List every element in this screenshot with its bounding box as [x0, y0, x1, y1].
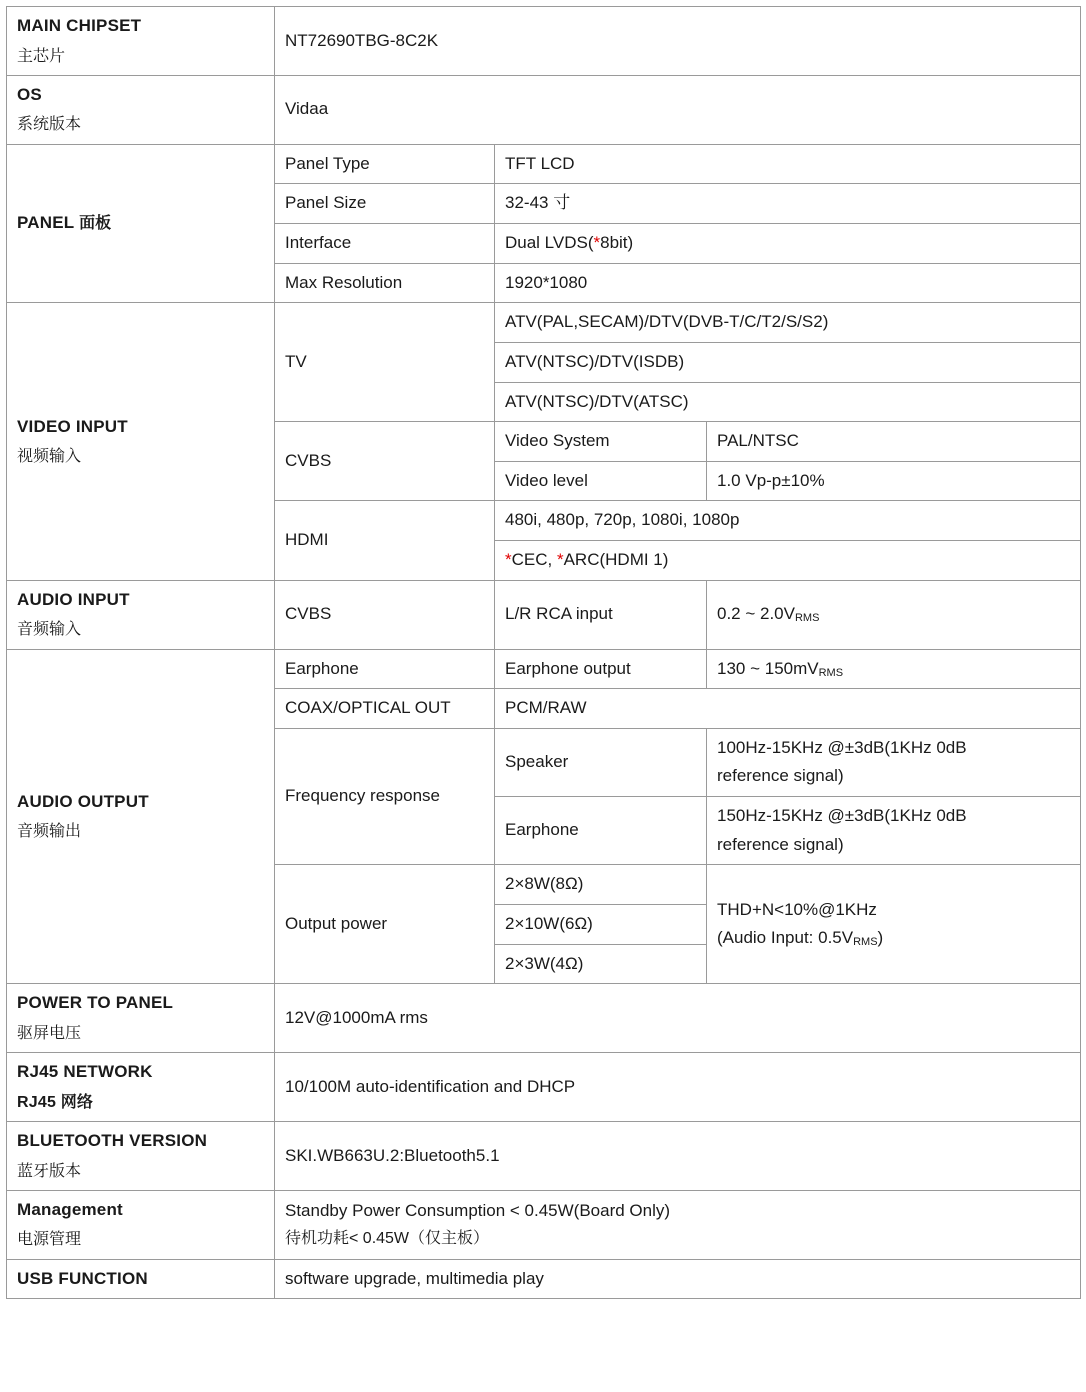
- table-row: [7, 303, 1081, 343]
- value-line-1: 150Hz-15KHz @±3dB(1KHz 0dB: [717, 806, 967, 826]
- hdmi-cec: CEC,: [511, 550, 557, 570]
- output-power-value: 2×8W(8Ω): [495, 865, 707, 905]
- asterisk-marker: *: [505, 550, 512, 570]
- value-os: Vidaa: [275, 75, 1081, 144]
- audio-output-earphone-sub: Earphone output: [495, 649, 707, 689]
- panel-item-value: TFT LCD: [495, 144, 1081, 184]
- audio-input-source: CVBS: [275, 580, 495, 649]
- frequency-response-value: [707, 728, 1081, 796]
- frequency-response-target: Speaker: [495, 728, 707, 796]
- panel-item-value: 1920*1080: [495, 263, 1081, 303]
- panel-item-value: 32-43 寸: [495, 184, 1081, 224]
- output-power-value: 2×10W(6Ω): [495, 905, 707, 945]
- value-subscript: RMS: [818, 666, 844, 679]
- label-en: MAIN CHIPSET: [17, 16, 142, 35]
- label-en: VIDEO INPUT: [17, 416, 128, 436]
- table-row: [7, 7, 1081, 76]
- label-cn: 音频输入: [17, 621, 82, 639]
- row-label-audio-input: [7, 580, 275, 649]
- value-text: 0.2 ~ 2.0V: [717, 604, 795, 624]
- frequency-response-target: Earphone: [495, 797, 707, 865]
- table-row: [7, 984, 1081, 1053]
- cvbs-param-name: Video level: [495, 461, 707, 501]
- label-cn: 面板: [79, 215, 112, 233]
- label-rj45-cn: 网络: [60, 1093, 94, 1111]
- value-prefix: Dual LVDS(: [505, 232, 594, 252]
- note-line-2: [717, 926, 1070, 951]
- label-rj45-prefix: RJ45: [17, 1093, 57, 1111]
- label-en: USB FUNCTION: [17, 1268, 148, 1288]
- value-rj45: 10/100M auto-identification and DHCP: [275, 1053, 1081, 1122]
- cvbs-param-value: 1.0 Vp-p±10%: [707, 461, 1081, 501]
- label-en: AUDIO INPUT: [17, 589, 130, 609]
- audio-input-level: [707, 580, 1081, 649]
- audio-output-coax-value: PCM/RAW: [495, 689, 1081, 729]
- row-label-audio-output: [7, 649, 275, 984]
- tv-standard: ATV(NTSC)/DTV(ATSC): [495, 382, 1081, 422]
- tv-standard: ATV(NTSC)/DTV(ISDB): [495, 342, 1081, 382]
- label-en: RJ45 NETWORK: [17, 1062, 153, 1082]
- audio-output-coax: COAX/OPTICAL OUT: [275, 689, 495, 729]
- value-cn: 待机功耗< 0.45W（仅主板）: [285, 1230, 490, 1248]
- row-label-os: [7, 75, 275, 144]
- panel-item-name: Panel Type: [275, 144, 495, 184]
- table-row: [7, 1121, 1081, 1190]
- video-source-tv: TV: [275, 303, 495, 422]
- label-cn: [17, 1091, 264, 1114]
- panel-item-name: Panel Size: [275, 184, 495, 224]
- tv-standard: ATV(PAL,SECAM)/DTV(DVB-T/C/T2/S/S2): [495, 303, 1081, 343]
- label-cn: 系统版本: [17, 116, 82, 134]
- value-en: Standby Power Consumption < 0.45W(Board Only): [285, 1200, 671, 1220]
- table-row: [7, 1190, 1081, 1259]
- video-source-hdmi: HDMI: [275, 501, 495, 580]
- video-source-cvbs: CVBS: [275, 422, 495, 501]
- label-en: Management: [17, 1199, 123, 1219]
- row-label-power-to-panel: [7, 984, 275, 1053]
- asterisk-marker: *: [593, 232, 601, 252]
- value-subscript: RMS: [794, 612, 820, 625]
- panel-item-name: Interface: [275, 223, 495, 263]
- table-row: [7, 1259, 1081, 1299]
- value-management: [275, 1190, 1081, 1259]
- note-subscript: RMS: [853, 936, 878, 949]
- panel-item-name: Max Resolution: [275, 263, 495, 303]
- row-label-rj45: [7, 1053, 275, 1122]
- row-label-usb-function: [7, 1259, 275, 1299]
- value-main-chipset: NT72690TBG-8C2K: [275, 7, 1081, 76]
- table-row: [7, 580, 1081, 649]
- value-line-1: 100Hz-15KHz @±3dB(1KHz 0dB: [717, 737, 967, 757]
- panel-item-value: [495, 223, 1081, 263]
- value-bluetooth: SKI.WB663U.2:Bluetooth5.1: [275, 1121, 1081, 1190]
- label-cn: 主芯片: [17, 47, 66, 65]
- hdmi-features: [495, 541, 1081, 581]
- audio-output-earphone: Earphone: [275, 649, 495, 689]
- specification-table: [6, 6, 1081, 1299]
- label-en: POWER TO PANEL: [17, 993, 174, 1013]
- frequency-response-value: [707, 797, 1081, 865]
- hdmi-resolutions: 480i, 480p, 720p, 1080i, 1080p: [495, 501, 1081, 541]
- value-line-2: reference signal): [717, 766, 844, 786]
- output-power-note: [707, 865, 1081, 984]
- label-en: PANEL: [17, 213, 75, 233]
- audio-output-earphone-level: [707, 649, 1081, 689]
- label-en: BLUETOOTH VERSION: [17, 1130, 208, 1150]
- audio-output-frequency-response: Frequency response: [275, 728, 495, 865]
- label-cn: 音频输出: [17, 823, 82, 841]
- table-row: [7, 1053, 1081, 1122]
- audio-output-power: Output power: [275, 865, 495, 984]
- row-label-panel: [7, 144, 275, 303]
- value-suffix: 8bit): [600, 232, 634, 252]
- value-power-to-panel: 12V@1000mA rms: [275, 984, 1081, 1053]
- row-label-bluetooth: [7, 1121, 275, 1190]
- table-row: [7, 144, 1081, 184]
- hdmi-arc: ARC(HDMI 1): [563, 550, 669, 570]
- cvbs-param-name: Video System: [495, 422, 707, 462]
- label-cn: 视频输入: [17, 448, 82, 466]
- value-usb-function: software upgrade, multimedia play: [275, 1259, 1081, 1299]
- table-row: [7, 75, 1081, 144]
- value-text: 130 ~ 150mV: [717, 658, 819, 678]
- note-prefix: (Audio Input: 0.5V: [717, 928, 854, 948]
- table-row: [7, 649, 1081, 689]
- note-suffix: ): [877, 928, 884, 948]
- label-en: AUDIO OUTPUT: [17, 791, 149, 811]
- label-cn: 驱屏电压: [17, 1024, 82, 1042]
- asterisk-marker: *: [556, 550, 564, 570]
- value-line-2: reference signal): [717, 834, 844, 854]
- label-en: OS: [17, 84, 42, 104]
- note-line-1: THD+N<10%@1KHz: [717, 899, 877, 919]
- output-power-value: 2×3W(4Ω): [495, 944, 707, 984]
- audio-input-name: L/R RCA input: [495, 580, 707, 649]
- cvbs-param-value: PAL/NTSC: [707, 422, 1081, 462]
- label-cn: 蓝牙版本: [17, 1162, 82, 1180]
- label-cn: 电源管理: [17, 1231, 82, 1249]
- row-label-video-input: [7, 303, 275, 580]
- row-label-management: [7, 1190, 275, 1259]
- row-label-main-chipset: [7, 7, 275, 76]
